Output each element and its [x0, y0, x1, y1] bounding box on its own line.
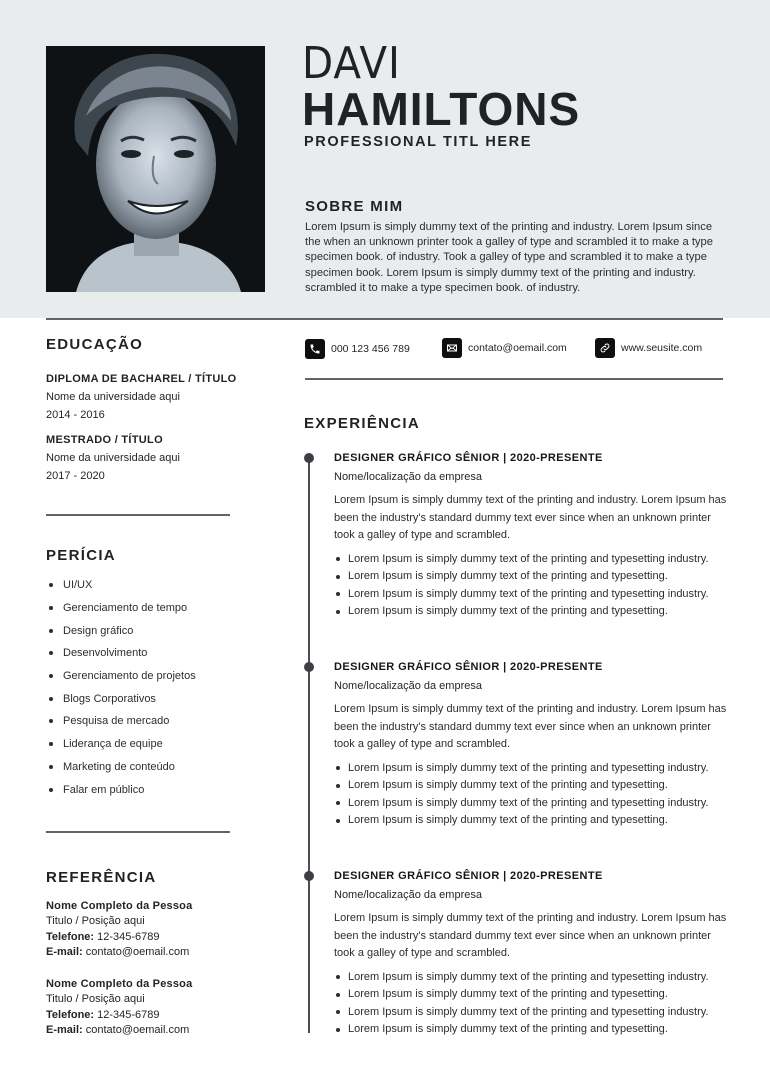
bullet-icon	[336, 801, 340, 805]
skills-divider	[46, 831, 230, 833]
skill-item	[46, 687, 196, 710]
skill-label: Marketing de conteúdo	[63, 760, 175, 773]
profile-photo	[46, 46, 265, 292]
skill-item	[46, 756, 196, 779]
reference-position: Titulo / Posição aqui	[46, 915, 145, 928]
job-bullet: Lorem Ipsum is simply dummy text of the printing and typesetting industry.	[334, 969, 729, 987]
bullet-icon	[49, 651, 53, 655]
phone-icon	[305, 339, 325, 359]
skills-heading: PERÍCIA	[46, 547, 116, 564]
reference-item	[46, 899, 286, 961]
about-text: Lorem Ipsum is simply dummy text of the printing and industry. Lorem Ipsum since the when an unknown printer took a galley of type and scrambled it to make a type specimen book. of industry. Took a galley of type and scrambled it to make a type specimen book. Lorem Ipsum is simply dummy text of the printing and industry. scrambled it to make a type specimen book. of industry.	[305, 221, 713, 294]
job-bullet: Lorem Ipsum is simply dummy text of the printing and typesetting.	[334, 1021, 729, 1039]
reference-item	[46, 977, 286, 1039]
job-bullet: Lorem Ipsum is simply dummy text of the printing and typesetting industry.	[334, 795, 729, 813]
bullet-icon	[336, 1010, 340, 1014]
education-divider	[46, 514, 230, 516]
job-bullet: Lorem Ipsum is simply dummy text of the printing and typesetting.	[334, 568, 729, 586]
years: 2014 - 2016	[46, 409, 105, 421]
bullet-icon	[49, 674, 53, 678]
bullet-icon	[49, 629, 53, 633]
reference-position: Titulo / Posição aqui	[46, 993, 145, 1006]
reference-email: E-mail: contato@oemail.com	[46, 946, 190, 959]
email-value: contato@oemail.com	[468, 342, 567, 354]
skill-label: Gerenciamento de projetos	[63, 670, 196, 683]
education-item	[46, 432, 276, 485]
skill-item	[46, 642, 196, 665]
timeline-dot-icon	[304, 871, 314, 881]
job-company: Nome/localização da empresa	[334, 680, 482, 692]
job-bullet: Lorem Ipsum is simply dummy text of the printing and typesetting.	[334, 603, 729, 621]
job-description: Lorem Ipsum is simply dummy text of the printing and industry. Lorem Ipsum has been the industry's standard dummy text ever since when an unknown printer took a galley of type and scrambled.	[334, 703, 727, 750]
bullet-icon	[49, 765, 53, 769]
job-bullets	[334, 551, 729, 621]
reference-phone: Telefone: 12-345-6789	[46, 1008, 160, 1021]
job-heading: DESIGNER GRÁFICO SÊNIOR | 2020-PRESENTE	[334, 661, 603, 673]
job-bullet: Lorem Ipsum is simply dummy text of the printing and typesetting industry.	[334, 760, 729, 778]
skill-label: Gerenciamento de tempo	[63, 602, 188, 615]
about-heading: SOBRE MIM	[305, 198, 404, 215]
mail-icon	[442, 338, 462, 358]
bullet-icon	[336, 819, 340, 823]
link-icon	[595, 338, 615, 358]
contact-phone[interactable]	[305, 339, 410, 359]
bullet-icon	[49, 742, 53, 746]
portrait-image	[46, 46, 265, 292]
contact-divider	[305, 378, 723, 380]
timeline-dot-icon	[304, 662, 314, 672]
job-bullet: Lorem Ipsum is simply dummy text of the printing and typesetting.	[334, 777, 729, 795]
bullet-icon	[336, 975, 340, 979]
job-heading: DESIGNER GRÁFICO SÊNIOR | 2020-PRESENTE	[334, 870, 603, 882]
education-item	[46, 371, 276, 424]
job-description: Lorem Ipsum is simply dummy text of the printing and industry. Lorem Ipsum has been the industry's standard dummy text ever since when an unknown printer took a galley of type and scrambled.	[334, 912, 727, 959]
reference-name: Nome Completo da Pessoa	[46, 900, 193, 912]
bullet-icon	[49, 788, 53, 792]
school: Nome da universidade aqui	[46, 391, 180, 403]
reference-name: Nome Completo da Pessoa	[46, 978, 193, 990]
skill-label: Desenvolvimento	[63, 647, 148, 660]
job-bullets	[334, 969, 729, 1039]
job-company: Nome/localização da empresa	[334, 889, 482, 901]
bullet-icon	[49, 719, 53, 723]
years: 2017 - 2020	[46, 470, 105, 482]
job-bullet: Lorem Ipsum is simply dummy text of the printing and typesetting industry.	[334, 586, 729, 604]
skill-item	[46, 574, 196, 597]
job-bullets	[334, 760, 729, 830]
skill-label: UI/UX	[63, 579, 93, 592]
bullet-icon	[336, 592, 340, 596]
first-name: DAVI	[302, 38, 401, 89]
bullet-icon	[336, 993, 340, 997]
bullet-icon	[336, 610, 340, 614]
school: Nome da universidade aqui	[46, 452, 180, 464]
degree: MESTRADO / TÍTULO	[46, 434, 163, 446]
job-bullet: Lorem Ipsum is simply dummy text of the printing and typesetting industry.	[334, 551, 729, 569]
job-bullet: Lorem Ipsum is simply dummy text of the printing and typesetting.	[334, 812, 729, 830]
bullet-icon	[49, 697, 53, 701]
experience-item	[334, 659, 729, 830]
experience-item	[334, 450, 729, 621]
skill-item	[46, 597, 196, 620]
bullet-icon	[336, 1028, 340, 1032]
job-bullet: Lorem Ipsum is simply dummy text of the printing and typesetting industry.	[334, 1004, 729, 1022]
bullet-icon	[49, 606, 53, 610]
reference-phone: Telefone: 12-345-6789	[46, 930, 160, 943]
skill-item	[46, 710, 196, 733]
website-value: www.seusite.com	[621, 342, 703, 354]
skill-label: Blogs Corporativos	[63, 692, 156, 705]
references-heading: REFERÊNCIA	[46, 869, 157, 886]
experience-item	[334, 868, 729, 1039]
skill-item	[46, 619, 196, 642]
phone-value: 000 123 456 789	[331, 343, 410, 355]
skill-label: Design gráfico	[63, 624, 134, 637]
contact-website[interactable]	[595, 338, 702, 358]
bullet-icon	[336, 557, 340, 561]
skill-item	[46, 665, 196, 688]
contact-email[interactable]	[442, 338, 567, 358]
bullet-icon	[336, 784, 340, 788]
education-heading: EDUCAÇÃO	[46, 336, 144, 353]
skill-label: Falar em público	[63, 783, 145, 796]
timeline-dot-icon	[304, 453, 314, 463]
skill-label: Liderança de equipe	[63, 738, 163, 751]
skill-item	[46, 733, 196, 756]
job-company: Nome/localização da empresa	[334, 471, 482, 483]
experience-heading: EXPERIÊNCIA	[304, 415, 420, 432]
bullet-icon	[49, 583, 53, 587]
reference-email: E-mail: contato@oemail.com	[46, 1024, 190, 1037]
job-heading: DESIGNER GRÁFICO SÊNIOR | 2020-PRESENTE	[334, 452, 603, 464]
header-divider	[46, 318, 723, 320]
skill-label: Pesquisa de mercado	[63, 715, 170, 728]
degree: DIPLOMA DE BACHAREL / TÍTULO	[46, 373, 237, 385]
last-name: HAMILTONS	[302, 83, 581, 135]
skill-item	[46, 778, 196, 801]
job-description: Lorem Ipsum is simply dummy text of the printing and industry. Lorem Ipsum has been the industry's standard dummy text ever since when an unknown printer took a galley of type and scrambled.	[334, 494, 727, 541]
timeline-line	[308, 457, 310, 1033]
skills-list	[46, 574, 196, 801]
professional-title: PROFESSIONAL TITL HERE	[304, 134, 533, 150]
bullet-icon	[336, 575, 340, 579]
job-bullet: Lorem Ipsum is simply dummy text of the printing and typesetting.	[334, 986, 729, 1004]
bullet-icon	[336, 766, 340, 770]
